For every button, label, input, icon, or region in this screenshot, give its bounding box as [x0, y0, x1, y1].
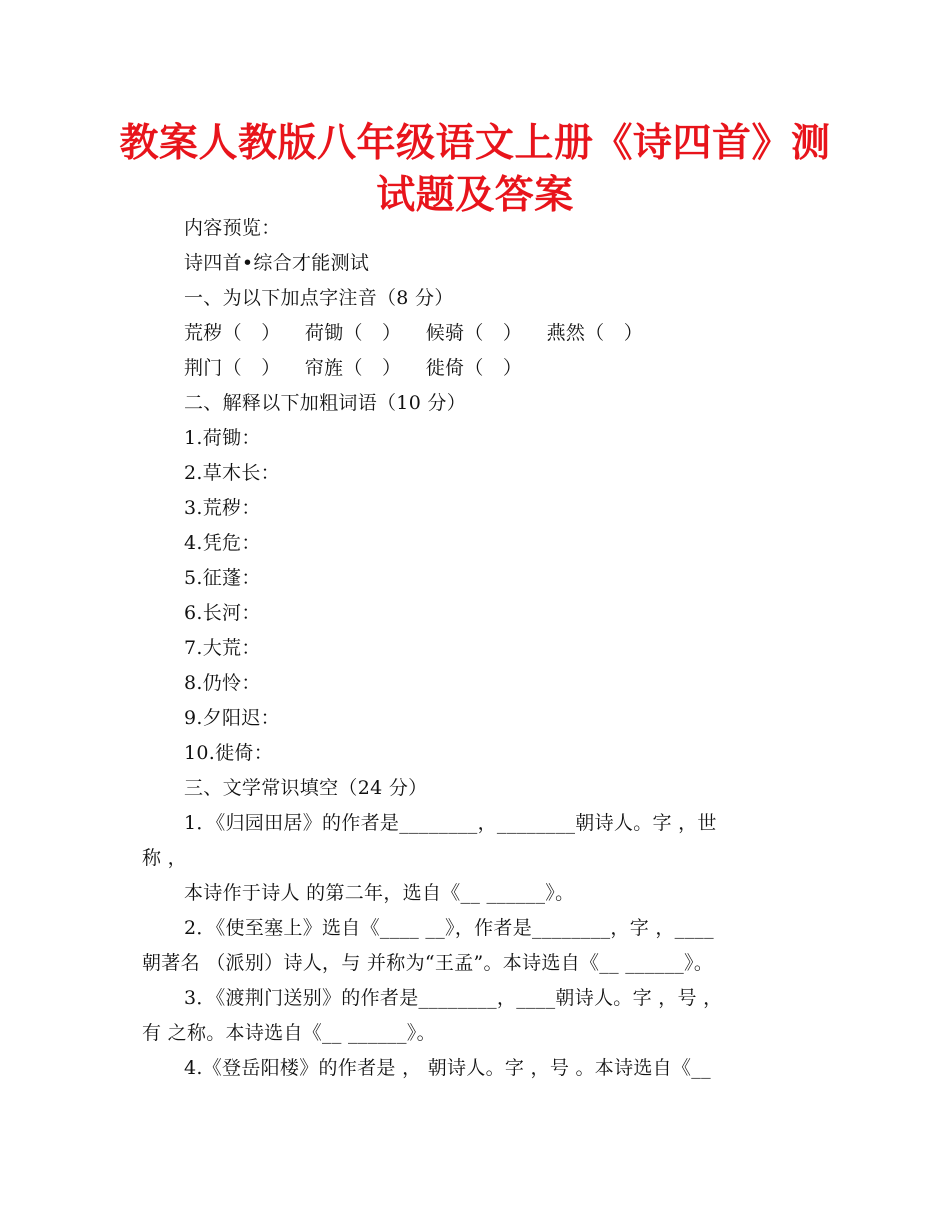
test-subtitle: 诗四首•综合才能测试 [184, 252, 370, 274]
pinyin-item: 荷锄（ ） [304, 322, 402, 344]
word-item: 1.荷锄： [184, 427, 261, 449]
word-item: 7.大荒： [184, 637, 261, 659]
question-4-line-1: 4.《登岳阳楼》的作者是 ， 朝诗人。字 ，号 。本诗选自《__ [184, 1057, 711, 1079]
word-item: 2.草木长： [184, 462, 280, 484]
title-line-1: 教案人教版八年级语文上册《诗四首》测 [119, 121, 831, 166]
section-2-heading: 二、解释以下加粗词语（10 分） [184, 392, 467, 414]
word-item: 3.荒秽： [184, 497, 261, 519]
word-item: 5.征蓬： [184, 567, 261, 589]
document-title [90, 118, 860, 222]
preview-label: 内容预览： [184, 217, 281, 239]
question-3-line-1: 3．《渡荆门送别》的作者是________，____朝诗人。字 ，号 ， [184, 987, 723, 1009]
section-1-heading: 一、为以下加点字注音（8 分） [184, 287, 454, 309]
section-3-heading: 三、文学常识填空（24 分） [184, 777, 428, 799]
word-item: 9.夕阳迟： [184, 707, 280, 729]
pinyin-item: 徙倚（ ） [425, 357, 523, 379]
pinyin-item: 帘旌（ ） [304, 357, 402, 379]
question-1-line-1: 1．《归园田居》的作者是________，________朝诗人。字 ，世 [184, 812, 717, 834]
word-item: 8.仍怜： [184, 672, 261, 694]
pinyin-item: 荆门（ ） [184, 357, 281, 379]
word-item: 6.长河： [184, 602, 261, 624]
question-2-line-2: 朝著名 （派别）诗人，与 并称为“王孟”。本诗选自《__ ______》。 [142, 952, 714, 974]
word-item: 10.徙倚： [184, 742, 274, 764]
pinyin-row-2 [142, 351, 814, 386]
pinyin-row-1 [142, 316, 814, 351]
question-2-line-1: 2．《使至塞上》选自《____ __》，作者是________，字 ，____ [184, 917, 714, 939]
pinyin-item: 燕然（ ） [546, 322, 644, 344]
pinyin-item: 荒秽（ ） [184, 322, 281, 344]
question-1-line-3: 本诗作于诗人 的第二年，选自《__ ______》。 [184, 882, 575, 904]
question-1-line-2: 称 ， [142, 847, 187, 869]
word-item: 4.凭危： [184, 532, 261, 554]
document-body [142, 211, 814, 1086]
question-3-line-2: 有 之称。本诗选自《__ ______》。 [142, 1022, 436, 1044]
pinyin-item: 候骑（ ） [425, 322, 523, 344]
title-line-2: 试题及答案 [376, 173, 574, 218]
